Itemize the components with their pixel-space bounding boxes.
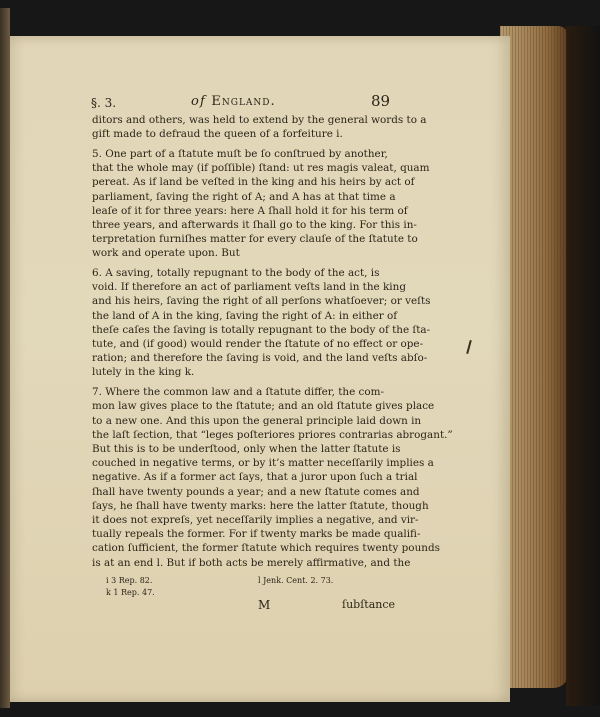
text-line: that the whole may (if poſſible) ſtand: ut res magis valeat, quam [92,162,430,175]
text-line: void. If therefore an act of parliament veſts land in the king [92,281,406,294]
text-line: to a new one. And this upon the general principle laid down in [92,414,422,427]
previous-page-edge [0,8,10,708]
footnote-i: i 3 Rep. 82. [106,576,153,585]
running-head [91,92,391,112]
text-line: ſays, he ſhall have twenty marks: here the latter ſtatute, though [92,499,429,512]
text-line: the land of A in the king, ſaving the right of A: in either of [92,309,398,322]
text-line: the laſt ſection, that “leges poſteriores priores contrarias abrogant.” [92,428,453,441]
text-line: mon law gives place to the ſtatute; and an old ſtatute gives place [92,400,435,413]
section-mark: §. 3. [91,96,117,110]
text-line: three years, and afterwards it ſhall go to the king. For this in- [92,218,417,231]
text-line: tute, and (if good) would render the ſtatute of no effect or ope- [92,338,424,350]
text-line: 5. One part of a ſtatute muſt be ſo conſtrued by another, [92,147,388,160]
running-title-prefix: of [191,94,207,109]
footnote-l: l Jenk. Cent. 2. 73. [258,576,334,585]
page-number: 89 [371,92,391,110]
text-line: pereat. As if land be veſted in the king and his heirs by act of [92,176,415,189]
text-line: 7. Where the common law and a ſtatute differ, the com- [92,386,384,399]
text-line: ditors and others, was held to extend by the general words to a [92,114,427,126]
text-line: leaſe of it for three years: here A ſhall hold it for his term of [92,204,408,217]
text-line: gift made to defraud the queen of a forfeiture i. [92,128,343,141]
text-line: couched in negative terms, or by it’s matter neceſſarily implies a [92,457,434,470]
text-line: lutely in the king k. [92,366,195,379]
text-line: cation ſufficient, the former ſtatute which requires twenty pounds [92,542,440,555]
book-fore-edge [500,26,568,688]
running-title-word: England. [211,94,276,109]
text-line: parliament, ſaving the right of A; and A has at that time a [92,190,396,203]
text-line: it does not expreſs, yet neceſſarily implies a negative, and vir- [92,513,419,526]
text-line: negative. As if a former act ſays, that a juror upon ſuch a trial [92,471,418,484]
text-line: ration; and therefore the ſaving is void, and the land veſts abſo- [92,352,428,365]
running-title [191,94,276,109]
text-line: ſhall have twenty pounds a year; and a new ſtatute comes and [92,485,420,498]
book-shadow [566,26,600,706]
text-line: But this is to be underſtood, only when the latter ſtatute is [92,442,401,455]
text-line: theſe caſes the ſaving is totally repugnant to the body of the ſta- [92,323,431,336]
signature-mark: M [258,598,271,612]
text-line: work and operate upon. But [92,247,240,260]
text-line: 6. A saving, totally repugnant to the body of the act, is [92,267,380,279]
footnote-k: k 1 Rep. 47. [106,588,155,597]
text-line: is at an end l. But if both acts be merely affirmative, and the [92,556,411,569]
text-line: and his heirs, ſaving the right of all perſons whatſoever; or veſts [92,295,431,308]
text-line: terpretation furniſhes matter for every clauſe of the ſtatute to [92,233,418,246]
text-line: tually repeals the former. For if twenty marks be made qualifi- [92,528,421,541]
catchword: ſubſtance [342,598,396,611]
